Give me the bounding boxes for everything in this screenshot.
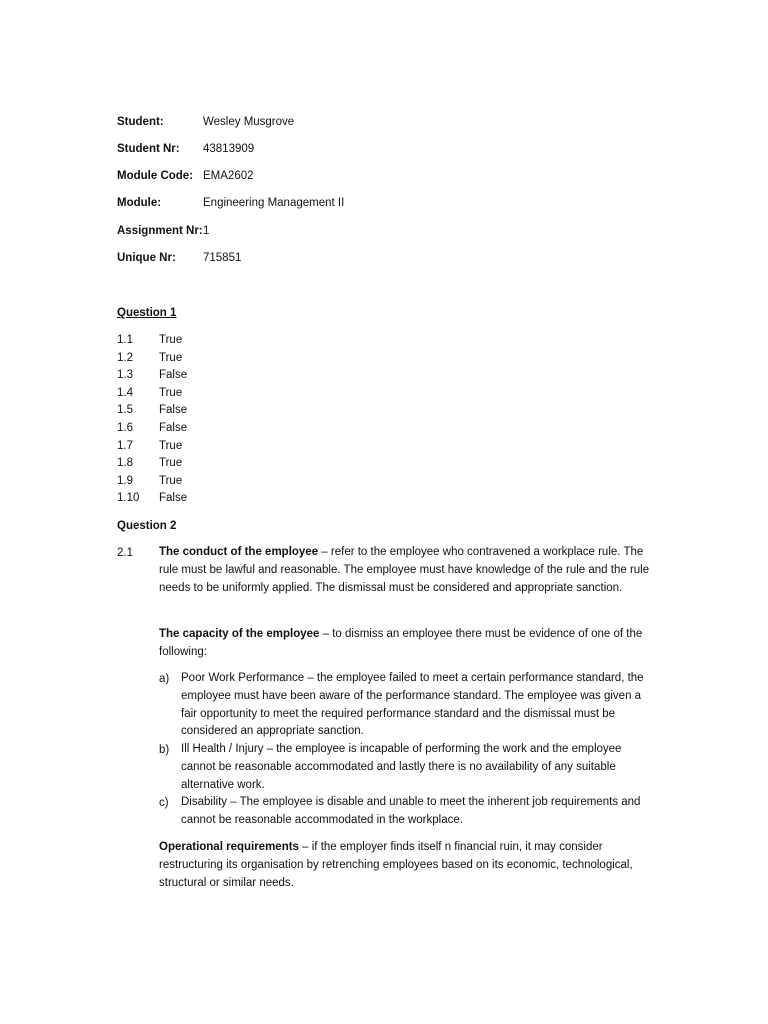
answer-number: 1.9	[117, 475, 133, 487]
capacity-paragraph	[159, 626, 651, 662]
question-2-heading: Question 2	[117, 520, 177, 532]
conduct-text: – refer to the employee who contravened a workplace rule. The rule must be lawful and reasonable. The employee must have knowledge of the rule and the rule needs to be uniformly applied. The dismissal must be considered and appropriate sanction.	[159, 546, 650, 594]
list-marker-a: a)	[159, 673, 170, 685]
list-marker-b: b)	[159, 744, 170, 756]
answer-value: True	[159, 387, 183, 399]
student-label: Student:	[117, 116, 164, 128]
answer-value: False	[159, 369, 188, 381]
conduct-paragraph	[159, 544, 651, 597]
answer-number: 1.7	[117, 440, 133, 452]
module-label: Module:	[117, 197, 162, 209]
answer-value: True	[159, 334, 183, 346]
operational-paragraph	[159, 839, 651, 892]
capacity-text: – to dismiss an employee there must be evidence of one of the following:	[159, 628, 643, 658]
answer-value: False	[159, 404, 188, 416]
answer-value: True	[159, 352, 183, 364]
answer-value: False	[159, 422, 188, 434]
unique-nr-value: 715851	[203, 252, 242, 264]
unique-nr-label: Unique Nr:	[117, 252, 176, 264]
module-value: Engineering Management II	[203, 197, 345, 209]
list-item-disability: Disability – The employee is disable and unable to meet the inherent job requirements and cannot be reasonable accommodated in the workplace.	[181, 796, 641, 826]
question-1-heading: Question 1	[117, 307, 177, 319]
answer-number: 1.2	[117, 352, 133, 364]
list-item-ill-health: Ill Health / Injury – the employee is incapable of performing the work and the employee cannot be reasonable accommodated and lastly there is no availability of any suitable alternative work.	[181, 743, 622, 791]
answer-value: False	[159, 492, 188, 504]
operational-text: – if the employer finds itself n financial ruin, it may consider restructuring its organisation by retrenching employees based on its economic, technological, structural or similar needs.	[159, 841, 633, 889]
conduct-title: The conduct of the employee	[159, 546, 319, 558]
module-code-label: Module Code:	[117, 170, 194, 182]
module-code-value: EMA2602	[203, 170, 254, 182]
question-2-1-number: 2.1	[117, 547, 133, 559]
student-value: Wesley Musgrove	[203, 116, 295, 128]
capacity-title: The capacity of the employee	[159, 628, 320, 640]
answer-number: 1.1	[117, 334, 133, 346]
answer-number: 1.8	[117, 457, 133, 469]
answer-number: 1.6	[117, 422, 133, 434]
answer-value: True	[159, 440, 183, 452]
list-marker-c: c)	[159, 797, 169, 809]
answer-number: 1.5	[117, 404, 133, 416]
answer-value: True	[159, 475, 183, 487]
answer-number: 1.10	[117, 492, 140, 504]
answer-number: 1.3	[117, 369, 133, 381]
student-nr-label: Student Nr:	[117, 143, 180, 155]
assignment-nr-label: Assignment Nr:	[117, 225, 203, 237]
answer-value: True	[159, 457, 183, 469]
answer-number: 1.4	[117, 387, 133, 399]
assignment-nr-value: 1	[203, 225, 210, 237]
operational-title: Operational requirements	[159, 841, 299, 853]
student-nr-value: 43813909	[203, 143, 255, 155]
list-item-poor-performance: Poor Work Performance – the employee failed to meet a certain performance standard, the employee must have been aware of the performance standard. The employee was given a fair opportunity to meet the required performance standard and the dismissal must be considered an appropriate sanction.	[181, 672, 644, 738]
